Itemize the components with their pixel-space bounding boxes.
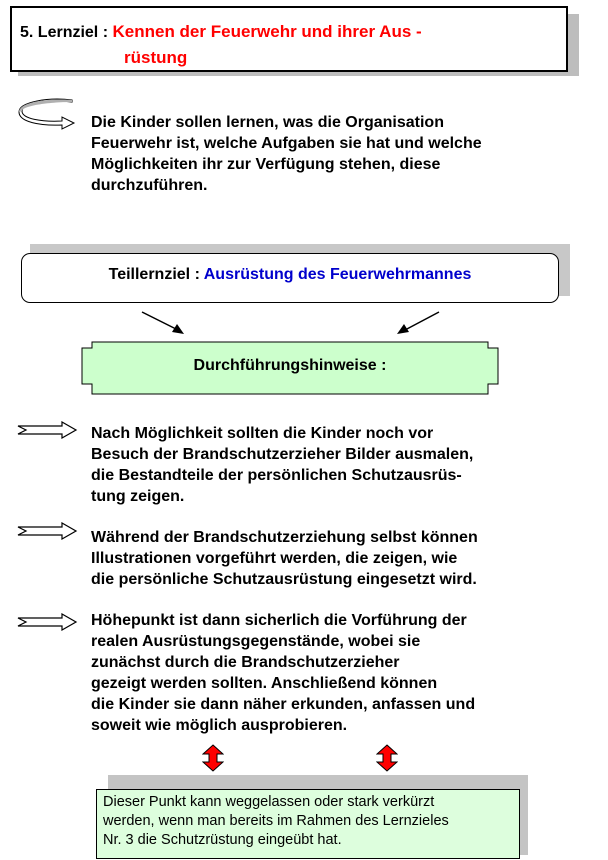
hint-line: soweit wie möglich ausprobieren.: [91, 717, 348, 734]
hint-line: Während der Brandschutzerziehung selbst können: [91, 529, 478, 546]
note-line: werden, wenn man bereits im Rahmen des Lernzieles: [103, 813, 449, 829]
double-line-arrow-icon: [16, 522, 78, 540]
hint-line: die Kinder sie dann näher erkunden, anfassen und: [91, 696, 476, 713]
teillernziel-text: [0, 266, 580, 284]
title-highlight-line-1: Kennen der Feuerwehr und ihrer Aus -: [112, 22, 422, 41]
double-line-arrow-icon: [16, 613, 78, 631]
double-line-arrow-icon: [16, 421, 78, 439]
intro-line: Möglichkeiten ihr zur Verfügung stehen, diese: [91, 156, 441, 173]
intro-line: durchzuführen.: [91, 177, 208, 194]
note-text: [103, 793, 449, 850]
hint-paragraph: [91, 527, 478, 590]
title-prefix: 5. Lernziel :: [20, 24, 109, 41]
note-line: Nr. 3 die Schutzrüstung eingeübt hat.: [103, 832, 342, 848]
intro-paragraph: [91, 112, 482, 196]
hint-line: zunächst durch die Brandschutzerzieher: [91, 654, 400, 671]
double-headed-arrow-icon: [376, 744, 398, 772]
hint-line: tung zeigen.: [91, 488, 185, 505]
durchfuehrung-label: Durchführungshinweise :: [193, 357, 387, 374]
diagonal-arrow-icon: [395, 310, 441, 336]
hint-line: Besuch der Brandschutzerzieher Bilder ausmalen,: [91, 446, 474, 463]
hint-line: Nach Möglichkeit sollten die Kinder noch vor: [91, 425, 434, 442]
title-line-1: [20, 22, 422, 42]
teillernziel-value: Ausrüstung des Feuerwehrmannes: [203, 266, 472, 283]
hint-paragraph: [91, 610, 475, 736]
hint-line: Höhepunkt ist dann sicherlich die Vorführung der: [91, 612, 467, 629]
teillernziel-label: Teillernziel :: [108, 266, 200, 283]
hint-line: realen Ausrüstungsgegenstände, wobei sie: [91, 633, 421, 650]
double-headed-arrow-icon: [202, 744, 224, 772]
hint-line: die Bestandteile der persönlichen Schutzausrüs-: [91, 467, 462, 484]
hint-line: die persönliche Schutzausrüstung eingesetzt wird.: [91, 571, 477, 588]
hint-line: Illustrationen vorgeführt werden, die zeigen, wie: [91, 550, 458, 567]
hint-paragraph: [91, 423, 473, 507]
intro-line: Feuerwehr ist, welche Aufgaben sie hat und welche: [91, 135, 482, 152]
title-highlight-line-2: rüstung: [124, 48, 188, 67]
diagonal-arrow-icon: [140, 310, 188, 336]
curved-arrow-icon: [18, 98, 78, 130]
hint-line: gezeigt werden sollten. Anschließend können: [91, 675, 438, 692]
intro-line: Die Kinder sollen lernen, was die Organisation: [91, 114, 444, 131]
note-line: Dieser Punkt kann weggelassen oder stark verkürzt: [103, 794, 435, 810]
